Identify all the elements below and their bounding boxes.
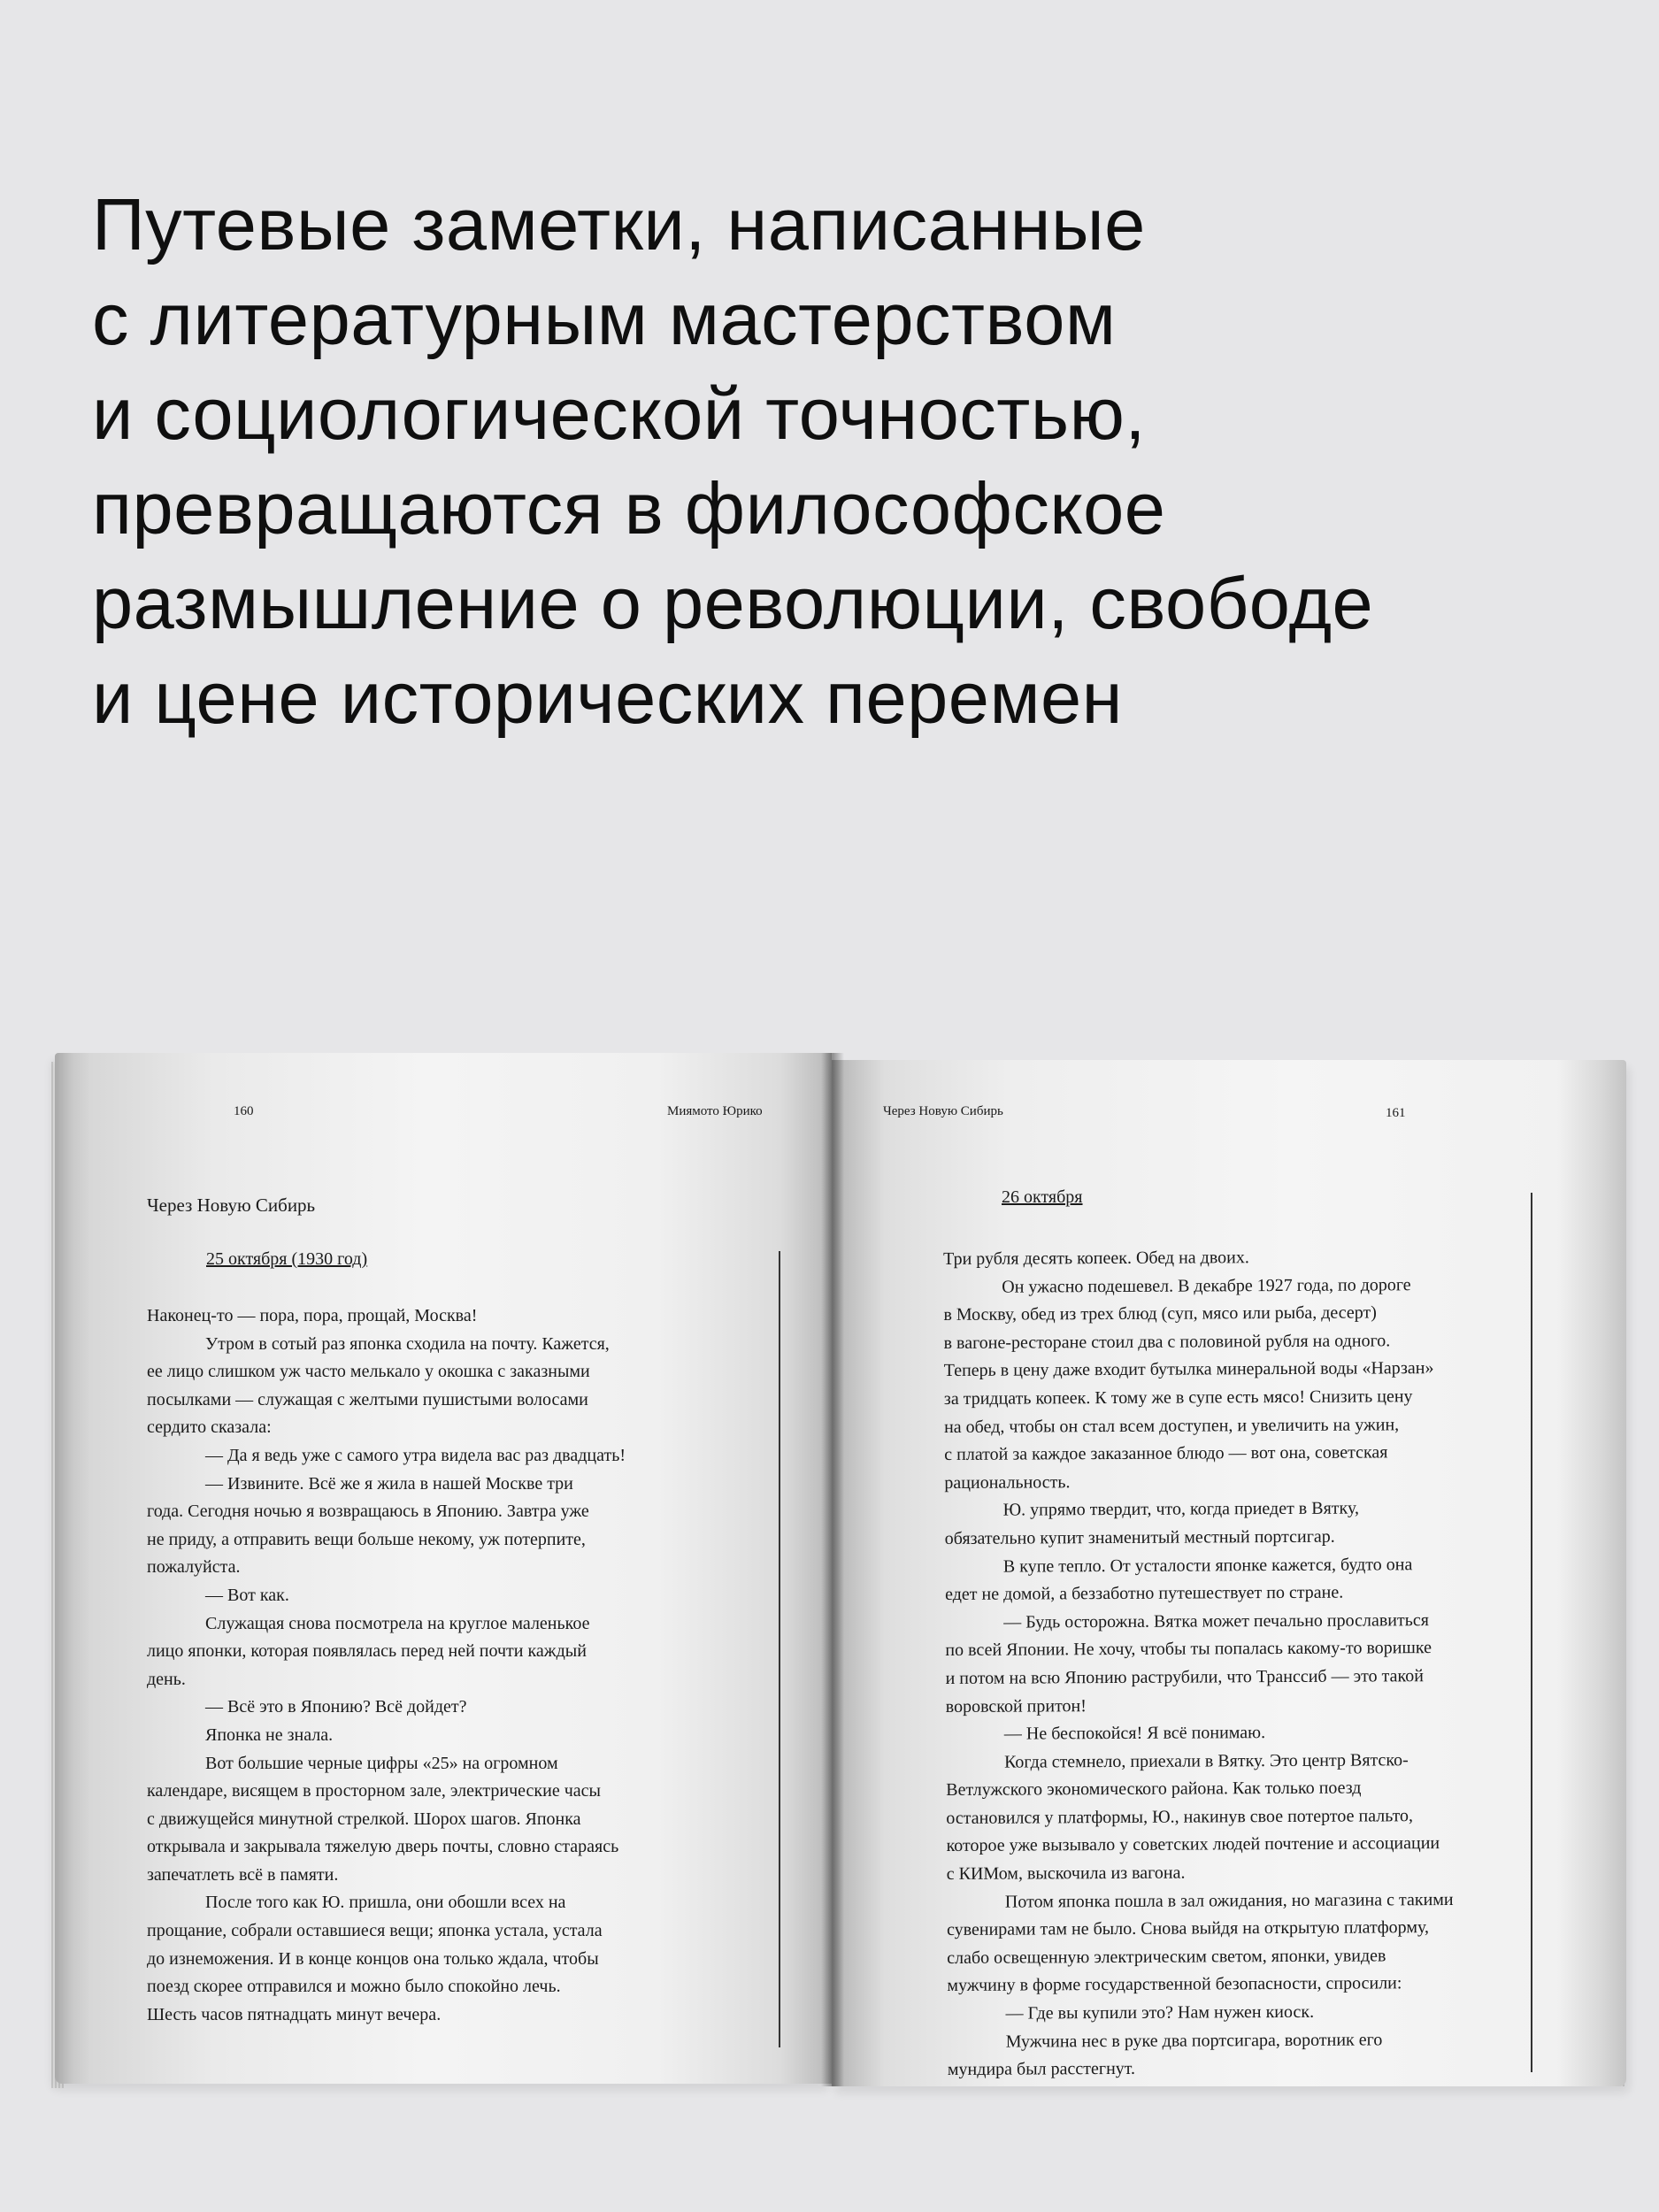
- headline-line: и социологической точностью,: [92, 373, 1146, 455]
- margin-rule-right: [1531, 1193, 1532, 2072]
- text-line: — Где вы купили это? Нам нужен киоск.: [1005, 2001, 1315, 2024]
- text-line: года. Сегодня ночью я возвращаюсь в Японию. Завтра уже: [147, 1502, 589, 1522]
- text-line: — Извините. Всё же я жила в нашей Москве три: [205, 1473, 573, 1494]
- text-line: сердито сказала:: [147, 1417, 272, 1438]
- text-line: — Да я ведь уже с самого утра видела вас раз двадцать!: [205, 1445, 626, 1465]
- running-head-left: Миямото Юрико: [667, 1104, 763, 1118]
- headline-line: превращаются в философское: [92, 467, 1166, 549]
- text-line: Утром в сотый раз японка сходила на почту. Кажется,: [205, 1333, 610, 1354]
- text-line: календаре, висящем в просторном зале, электрические часы: [147, 1781, 601, 1801]
- date-heading-left: 25 октября (1930 год): [206, 1249, 368, 1269]
- text-line: открывала и закрывала тяжелую дверь почты, словно стараясь: [147, 1837, 619, 1857]
- text-line: — Вот как.: [205, 1585, 289, 1605]
- text-line: в вагоне-ресторане стоил два с половиной рубля на одного.: [943, 1331, 1391, 1353]
- text-line: мужчину в форме государственной безопасности, спросили:: [947, 1973, 1402, 1996]
- text-line: Наконец-то — пора, пора, прощай, Москва!: [147, 1306, 478, 1325]
- left-page-body: [147, 1302, 626, 2029]
- text-line: Ю. упрямо твердит, что, когда приедет в Вятку,: [1002, 1498, 1359, 1520]
- text-line: воровской притон!: [945, 1695, 1087, 1717]
- book-spine: [821, 1053, 844, 2086]
- text-line: ее лицо слишком уж часто мелькало у окошка с заказными: [147, 1362, 590, 1382]
- text-line: запечатлеть всё в памяти.: [147, 1864, 339, 1885]
- page-number-right: 161: [1386, 1106, 1406, 1120]
- margin-rule-left: [779, 1251, 780, 2047]
- text-line: Вот большие черные цифры «25» на огромном: [205, 1753, 558, 1773]
- text-line: по всей Японии. Не хочу, чтобы ты попалась какому-то воришке: [945, 1638, 1432, 1661]
- text-line: прощание, собрали оставшиеся вещи; японка устала, устала: [147, 1921, 603, 1941]
- text-line: которое уже вызывало у советских людей почтение и ассоциации: [946, 1833, 1440, 1856]
- headline-line: размышление о революции, свободе: [92, 562, 1374, 644]
- text-line: Три рубля десять копеек. Обед на двоих.: [943, 1248, 1249, 1269]
- headline-line: с литературным мастерством: [92, 278, 1117, 360]
- right-page-body: [943, 1243, 1455, 2085]
- text-line: В купе тепло. От усталости японке кажется, будто она: [1002, 1554, 1413, 1577]
- text-line: — Не беспокойся! Я всё понимаю.: [1003, 1723, 1266, 1744]
- date-heading-right: 26 октября: [1002, 1187, 1083, 1207]
- text-line: Потом японка пошла в зал ожидания, но магазина с такими: [1004, 1889, 1454, 1912]
- text-line: с КИМом, выскочила из вагона.: [946, 1863, 1186, 1885]
- text-line: лицо японки, которая появлялась перед ней почти каждый: [147, 1641, 587, 1662]
- text-line: мундира был расстегнут.: [947, 2059, 1136, 2080]
- text-line: с движущейся минутной стрелкой. Шорох шагов. Японка: [147, 1809, 581, 1829]
- text-line: до изнеможения. И в конце концов она только ждала, чтобы: [147, 1948, 599, 1969]
- text-line: Служащая снова посмотрела на круглое маленькое: [205, 1613, 590, 1633]
- right-page: [832, 1060, 1626, 2086]
- headline-line: Путевые заметки, написанные: [92, 183, 1146, 265]
- text-line: слабо освещенную электрическим светом, японки, увидев: [947, 1946, 1386, 1968]
- text-line: После того как Ю. пришла, они обошли всех на: [205, 1893, 566, 1913]
- text-line: не приду, а отправить вещи больше некому, уж потерпите,: [147, 1529, 586, 1549]
- text-line: — Будь осторожна. Вятка может печально прославиться: [1003, 1609, 1429, 1632]
- text-line: Шесть часов пятнадцать минут вечера.: [147, 2004, 442, 2024]
- running-head-right: Через Новую Сибирь: [883, 1104, 1003, 1118]
- text-line: остановился у платформы, Ю., накинув свое потертое пальто,: [946, 1806, 1414, 1828]
- text-line: Японка не знала.: [205, 1724, 334, 1745]
- text-line: с платой за каждое заказанное блюдо — вот она, советская: [944, 1442, 1388, 1465]
- text-line: за тридцать копеек. К тому же в супе есть мясо! Снизить цену: [943, 1386, 1413, 1409]
- text-line: Мужчина нес в руке два портсигара, воротник его: [1005, 2030, 1383, 2052]
- text-line: поезд скорее отправился и можно было спокойно лечь.: [147, 1977, 561, 1997]
- page-number-left: 160: [234, 1104, 254, 1118]
- text-line: в Москву, обед из трех блюд (суп, мясо или рыба, десерт): [943, 1302, 1377, 1325]
- text-line: на обед, чтобы он стал всем доступен, и увеличить на ужин,: [944, 1414, 1400, 1437]
- left-page: [55, 1053, 832, 2084]
- text-line: Когда стемнело, приехали в Вятку. Это центр Вятско-: [1003, 1749, 1409, 1772]
- headline-line: и цене исторических перемен: [92, 657, 1124, 739]
- text-line: и потом на всю Японию раструбили, что Транссиб — это такой: [945, 1666, 1424, 1688]
- text-line: — Всё это в Японию? Всё дойдет?: [205, 1697, 467, 1717]
- text-line: рациональность.: [944, 1472, 1071, 1493]
- text-line: день.: [147, 1669, 186, 1689]
- text-line: обязательно купит знаменитый местный портсигар.: [944, 1526, 1335, 1548]
- text-line: Ветлужского экономического района. Как только поезд: [946, 1778, 1362, 1801]
- text-line: посылками — служащая с желтыми пушистыми волосами: [147, 1389, 588, 1409]
- text-line: сувенирами там не было. Снова выйдя на открытую платформу,: [946, 1917, 1430, 1940]
- text-line: Теперь в цену даже входит бутылка минеральной воды «Нарзан»: [943, 1358, 1434, 1381]
- text-line: едет не домой, а беззаботно путешествует по стране.: [945, 1582, 1344, 1605]
- text-line: пожалуйста.: [147, 1557, 241, 1578]
- chapter-title: Через Новую Сибирь: [147, 1194, 316, 1216]
- text-line: Он ужасно подешевел. В декабре 1927 года, по дороге: [1002, 1274, 1411, 1297]
